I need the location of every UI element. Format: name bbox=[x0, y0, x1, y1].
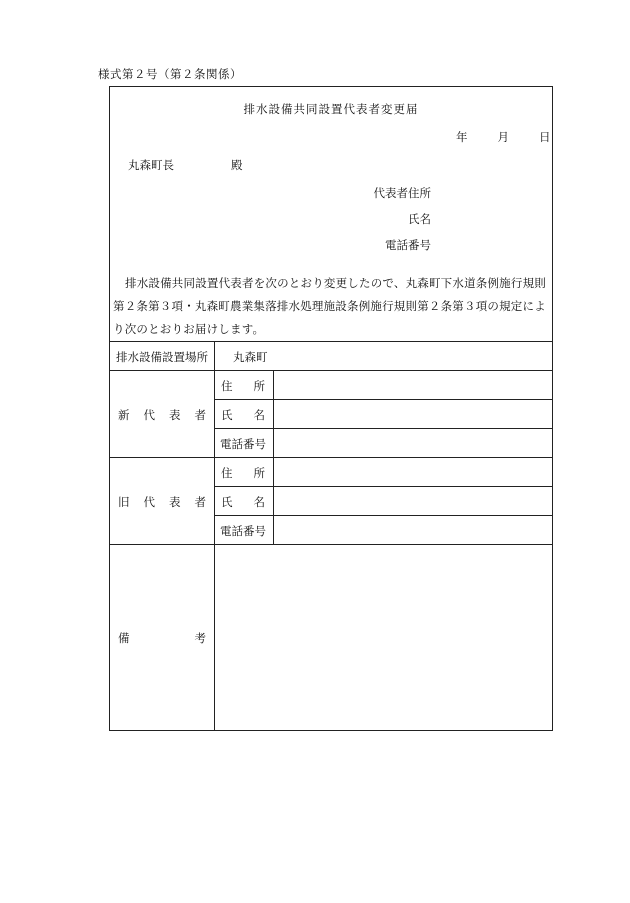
old-phone-input[interactable] bbox=[278, 516, 548, 543]
old-phone-label: 電話番号 bbox=[220, 524, 266, 538]
remarks-label: 備 考 bbox=[118, 631, 206, 645]
table-line bbox=[215, 486, 273, 487]
form-title: 排水設備共同設置代表者変更届 bbox=[243, 102, 419, 116]
table-vline bbox=[273, 370, 274, 544]
new-name-label: 氏 名 bbox=[221, 408, 265, 422]
date-line bbox=[456, 129, 551, 145]
applicant-name-label: 氏名 bbox=[408, 212, 431, 226]
form-frame bbox=[109, 86, 553, 731]
old-representative-label: 旧 代 表 者 bbox=[118, 495, 206, 509]
addressee: 丸森町長 bbox=[128, 158, 174, 172]
honorific: 殿 bbox=[231, 158, 243, 172]
new-address-label: 住 所 bbox=[221, 379, 265, 393]
new-phone-input[interactable] bbox=[278, 429, 548, 456]
date-year[interactable]: 年 bbox=[456, 130, 468, 144]
new-representative-label: 新 代 表 者 bbox=[118, 408, 206, 422]
form-number-label: 様式第２号（第２条関係） bbox=[98, 67, 242, 81]
table-line bbox=[215, 399, 273, 400]
table-vline bbox=[214, 341, 215, 730]
old-name-label: 氏 名 bbox=[221, 495, 265, 509]
new-address-input[interactable] bbox=[278, 371, 548, 398]
location-label: 排水設備設置場所 bbox=[116, 350, 208, 364]
new-phone-label: 電話番号 bbox=[220, 437, 266, 451]
applicant-phone-label: 電話番号 bbox=[385, 238, 431, 252]
table-line bbox=[110, 544, 552, 545]
date-month[interactable]: 月 bbox=[497, 130, 509, 144]
old-name-input[interactable] bbox=[278, 487, 548, 514]
new-name-input[interactable] bbox=[278, 400, 548, 427]
notification-body-text: 排水設備共同設置代表者を次のとおり変更したので、丸森町下水道条例施行規則第２条第３項・丸森町農業集落排水処理施設条例施行規則第２条第３項の規定により次のとおりお届けします。 bbox=[113, 276, 546, 336]
location-value[interactable]: 丸森町 bbox=[233, 350, 268, 364]
table-top-line bbox=[110, 341, 552, 342]
applicant-address-label: 代表者住所 bbox=[373, 186, 431, 200]
date-day[interactable]: 日 bbox=[539, 130, 551, 144]
old-address-input[interactable] bbox=[278, 458, 548, 485]
remarks-input[interactable] bbox=[220, 549, 548, 725]
old-address-label: 住 所 bbox=[221, 466, 265, 480]
